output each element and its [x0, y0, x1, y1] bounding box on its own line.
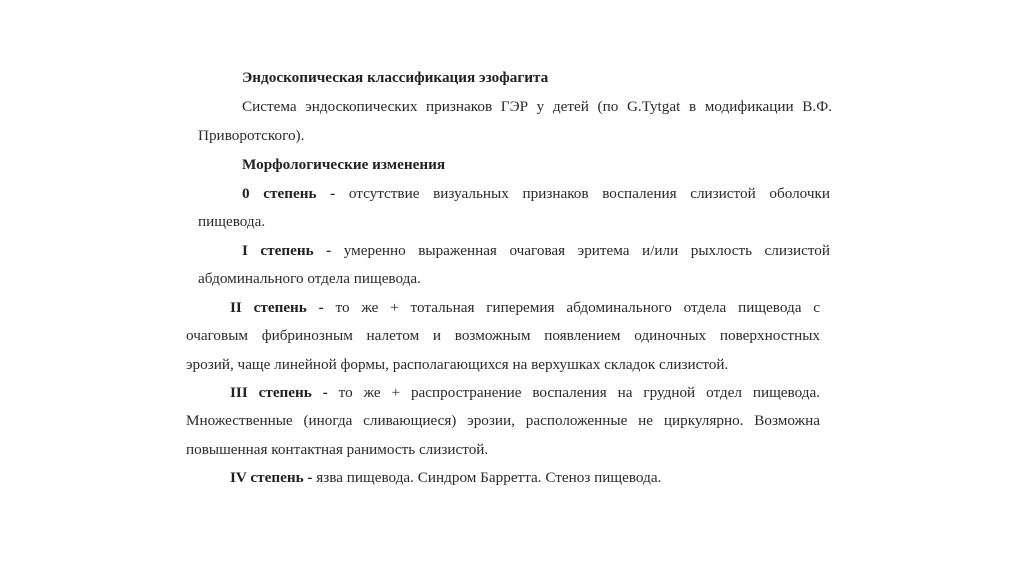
- grade-4-line-1: [230, 464, 661, 493]
- grade-1-text-1: умеренно выраженная очаговая эритема и/или рыхлость слизистой: [343, 242, 830, 259]
- grade-0-text-1: отсутствие визуальных признаков воспаления слизистой оболочки: [348, 185, 831, 202]
- grade-3-line-1: [230, 379, 820, 408]
- grade-1-label: I степень -: [242, 242, 332, 259]
- grade-2-line-1: [230, 294, 820, 323]
- intro-line-1: Система эндоскопических признаков ГЭР у детей (по G.Tytgat в модификации В.Ф.: [242, 98, 832, 115]
- grade-4-label: IV степень -: [230, 469, 313, 486]
- grade-2-text-1: то же + тотальная гиперемия абдоминального отдела пищевода с: [335, 299, 820, 316]
- grade-3-text-1: то же + распространение воспаления на грудной отдел пищевода.: [338, 384, 821, 401]
- morphology-heading: Морфологические изменения: [242, 156, 446, 173]
- grade-2-line-3: эрозий, чаще линейной формы, располагающихся на верхушках складок слизистой.: [186, 356, 729, 373]
- document-title: Эндоскопическая классификация эзофагита: [242, 69, 549, 86]
- grade-1-line-1: [242, 237, 830, 266]
- grade-2-label: II степень -: [230, 299, 324, 316]
- grade-3-line-3: повышенная контактная ранимость слизистой.: [186, 441, 489, 458]
- grade-0-line-1: [242, 180, 830, 209]
- grade-2-line-2: очаговым фибринозным налетом и возможным появлением одиночных поверхностных: [186, 327, 820, 344]
- grade-3-label: III степень -: [230, 384, 328, 401]
- grade-0-label: 0 степень -: [242, 185, 336, 202]
- grade-1-line-2: абдоминального отдела пищевода.: [198, 270, 421, 287]
- grade-3-line-2: Множественные (иногда сливающиеся) эрозии, расположенные не циркулярно. Возможна: [186, 412, 820, 429]
- grade-0-line-2: пищевода.: [198, 213, 266, 230]
- grade-4-text-1: язва пищевода. Синдром Барретта. Стеноз пищевода.: [316, 469, 662, 486]
- intro-line-2: Приворотского).: [198, 127, 305, 144]
